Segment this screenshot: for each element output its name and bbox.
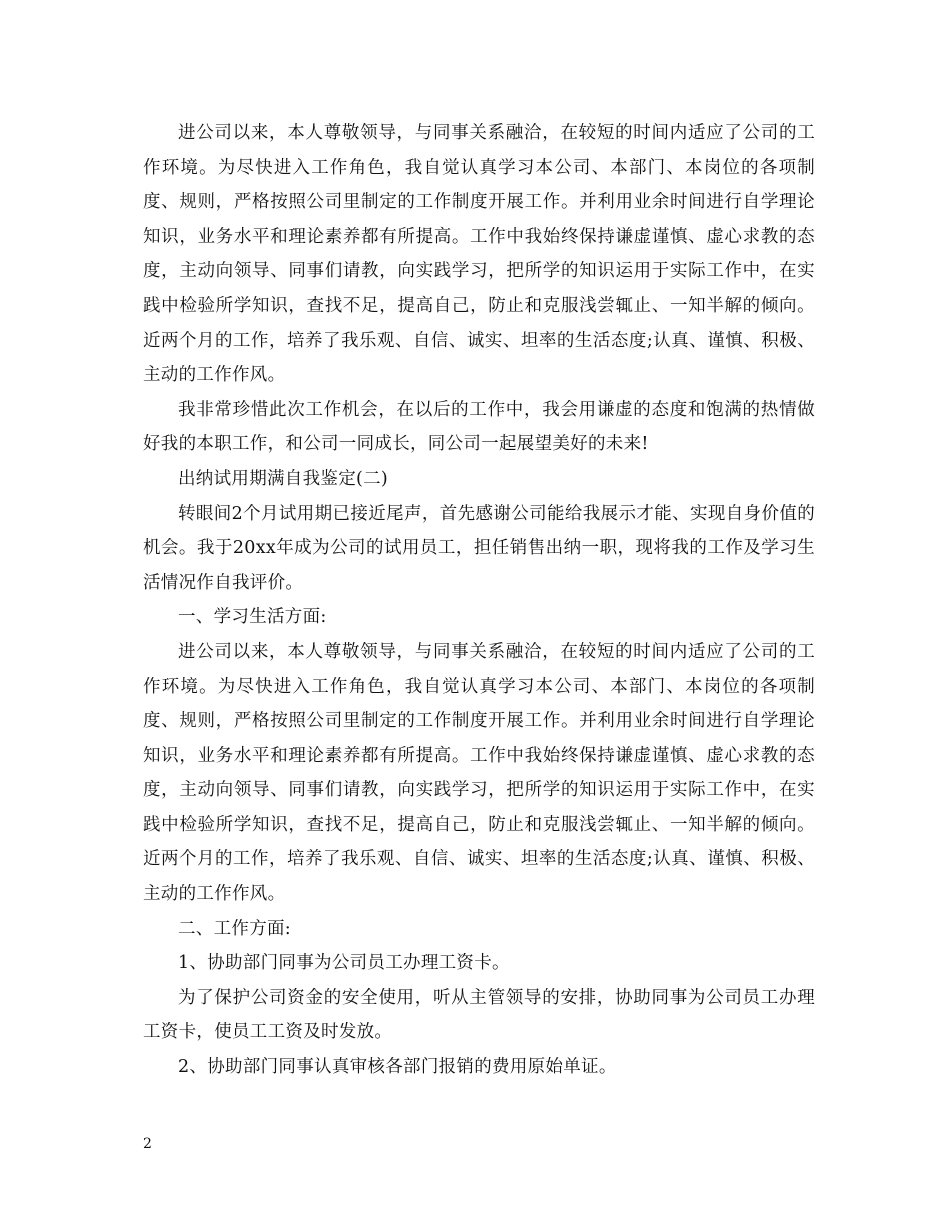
- section-title: 出纳试用期满自我鉴定(二): [178, 468, 389, 489]
- list-item-review-receipts: 2、协助部门同事认真审核各部门报销的费用原始单证。: [178, 1057, 617, 1078]
- paragraph-adaptation-1: 进公司以来，本人尊敬领导，与同事关系融洽，在较短的时间内适应了公司的工作环境。为尽快进入工作角色，我自觉认真学习本公司、本部门、本岗位的各项制度、规则，严格按照公司里制定的工作制度开展工作。并利用业余时间进行自学理论知识，业务水平和理论素养都有所提高。工作中我始终保持谦虚谨慎、虚心求教的态度，主动向领导、同事们请教，向实践学习，把所学的知识运用于实际工作中，在实践中检验所学知识，查找不足，提高自己，防止和克服浅尝辄止、一知半解的倾向。近两个月的工作，培养了我乐观、自信、诚实、坦率的生活态度;认真、谨慎、积极、主动的工作作风。: [143, 123, 815, 386]
- heading-work: 二、工作方面:: [178, 918, 291, 939]
- paragraph-adaptation-2: 进公司以来，本人尊敬领导，与同事关系融洽，在较短的时间内适应了公司的工作环境。为尽快进入工作角色，我自觉认真学习本公司、本部门、本岗位的各项制度、规则，严格按照公司里制定的工作制度开展工作。并利用业余时间进行自学理论知识，业务水平和理论素养都有所提高。工作中我始终保持谦虚谨慎、虚心求教的态度，主动向领导、同事们请教，向实践学习，把所学的知识运用于实际工作中，在实践中检验所学知识，查找不足，提高自己，防止和克服浅尝辄止、一知半解的倾向。近两个月的工作，培养了我乐观、自信、诚实、坦率的生活态度;认真、谨慎、积极、主动的工作作风。: [143, 641, 815, 905]
- paragraph-intro: 转眼间2个月试用期已接近尾声，首先感谢公司能给我展示才能、实现自身价值的机会。我于20xx年成为公司的试用员工，担任销售出纳一职，现将我的工作及学习生活情况作自我评价。: [143, 503, 815, 593]
- list-item-salary-card: 1、协助部门同事为公司员工办理工资卡。: [178, 953, 510, 974]
- heading-study-life: 一、学习生活方面:: [178, 607, 327, 628]
- paragraph-commitment: 我非常珍惜此次工作机会，在以后的工作中，我会用谦虚的态度和饱满的热情做好我的本职工作，和公司一同成长，同公司一起展望美好的未来!: [143, 399, 815, 455]
- page-number: 2: [143, 1136, 152, 1152]
- paragraph-salary-card: 为了保护公司资金的安全使用，听从主管领导的安排，协助同事为公司员工办理工资卡，使员工工资及时发放。: [143, 987, 815, 1043]
- document-body: [143, 116, 815, 1085]
